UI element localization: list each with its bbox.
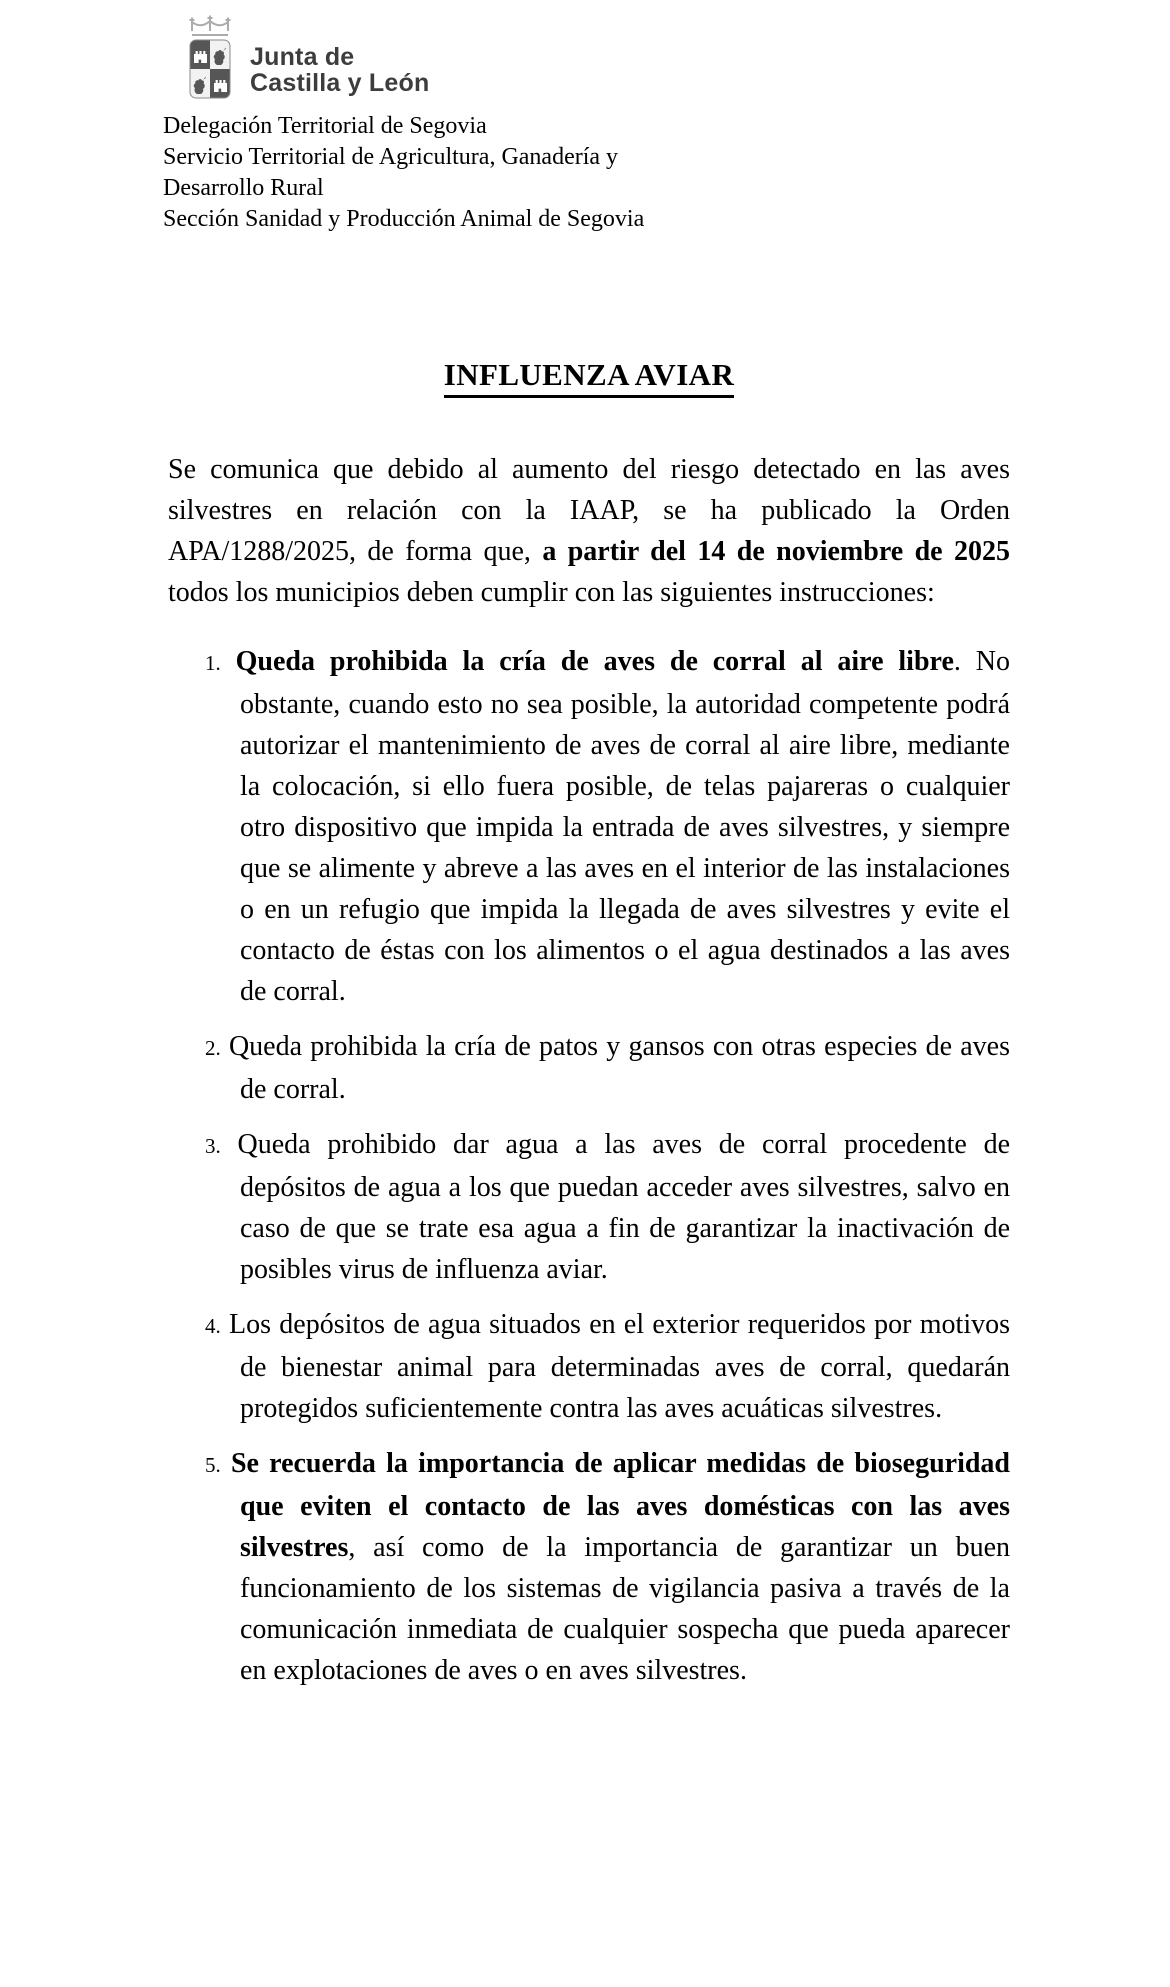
department-line: Delegación Territorial de Segovia [163,113,487,139]
department-line: Sección Sanidad y Producción Animal de Segovia [163,206,645,232]
list-item-number: 1. [205,651,221,675]
list-item-number: 2. [205,1036,221,1060]
list-item-bold: Queda prohibida la cría de aves de corral al aire libre [235,646,954,677]
list-item-3 [168,1124,1010,1290]
page-title [168,357,1010,393]
list-item-1 [168,641,1010,1012]
header-logo [186,14,1010,102]
logo-wordmark [250,44,429,96]
logo-wordmark-line2: Castilla y León [250,69,430,97]
page-title-text: INFLUENZA AVIAR [444,357,735,398]
list-item-2 [168,1026,1010,1110]
list-item-bold: Se recuerda la importancia de aplicar medidas de bioseguridad que eviten el contacto de las aves domésticas con las aves silvestres [230,1448,1010,1563]
intro-text: Se comunica que debido al aumento del riesgo detectado en las aves silvestres en relación con la IAAP, se ha publicado la Orden APA/1288/2025, de forma que, [168,454,1010,567]
crown-icon [190,16,231,36]
list-item-text: Queda prohibida la cría de patos y gansos con otras especies de aves de corral. [228,1031,1010,1105]
list-item-text: Queda prohibido dar agua a las aves de corral procedente de depósitos de agua a los que puedan acceder aves silvestres, salvo en caso de que se trate esa agua a fin de garantizar la inactivación de posibles virus de influenza aviar. [237,1129,1011,1285]
list-item-number: 4. [205,1314,221,1338]
instructions-list [168,641,1010,1691]
list-item-4 [168,1304,1010,1429]
intro-text-end: todos los municipios deben cumplir con las siguientes instrucciones: [168,577,935,608]
list-item-text: , así como de la importancia de garantizar un buen funcionamiento de los sistemas de vigilancia pasiva a través de la comunicación inmediata de cualquier sospecha que pueda aparecer en explotaciones de aves o en aves silvestres. [240,1532,1010,1686]
department-block [163,111,1010,235]
logo-wordmark-line1: Junta de [250,43,355,71]
list-item-number: 3. [205,1134,221,1158]
intro-bold-date: a partir del 14 de noviembre de 2025 [542,536,1010,567]
list-item-text: Los depósitos de agua situados en el exterior requeridos por motivos de bienestar animal para determinadas aves de corral, quedarán protegidos suficientemente contra las aves acuáticas silvestres. [229,1309,1011,1424]
list-item-text: . No obstante, cuando esto no sea posible, la autoridad competente podrá autorizar el mantenimiento de aves de corral al aire libre, mediante la colocación, si ello fuera posible, de telas pajareras o cualquier otro dispositivo que impida la entrada de aves silvestres, y siempre que se alimente y abreve a las aves en el interior de las instalaciones o en un refugio que impida la llegada de aves silvestres y evite el contacto de éstas con los alimentos o el agua destinados a las aves de corral. [240,646,1011,1007]
list-item-5 [168,1443,1010,1691]
department-line: Desarrollo Rural [163,175,324,201]
shield-icon [190,40,230,98]
department-line: Servicio Territorial de Agricultura, Ganadería y [163,144,619,170]
junta-castilla-leon-emblem-icon [186,14,234,102]
list-item-number: 5. [205,1453,221,1477]
intro-paragraph [168,449,1010,613]
